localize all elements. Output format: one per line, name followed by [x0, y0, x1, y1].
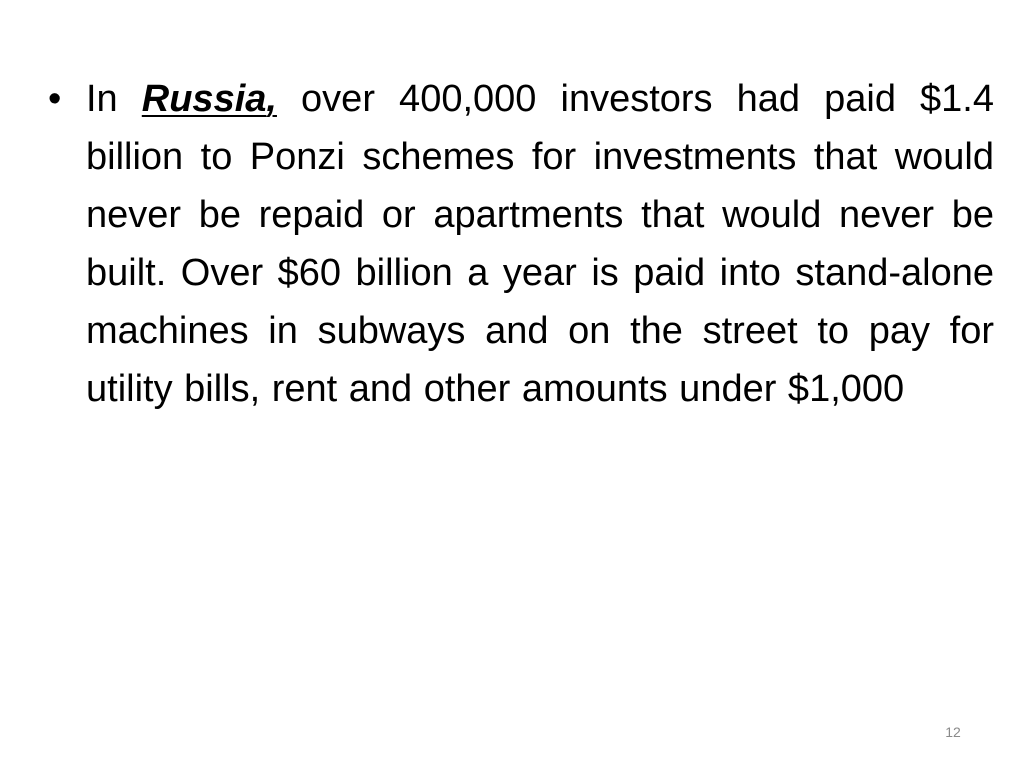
- bullet-item: [48, 70, 994, 418]
- bullet-text: [86, 70, 994, 418]
- bullet-dot-icon: •: [48, 78, 62, 120]
- emphasized-comma: ,: [266, 78, 277, 120]
- emphasized-word: [142, 78, 277, 120]
- page-number: 12: [945, 724, 961, 740]
- bullet-prefix: In: [86, 78, 142, 120]
- emphasized-word-text: Russia: [141, 78, 267, 120]
- bullet-body: over 400,000 investors had paid $1.4 billion to Ponzi schemes for investments that would never be repaid or apartments that would never be built. Over $60 billion a year is paid into stand-alone machines in subways and on the street to pay for utility bills, rent and other amounts under $1,000: [86, 78, 995, 410]
